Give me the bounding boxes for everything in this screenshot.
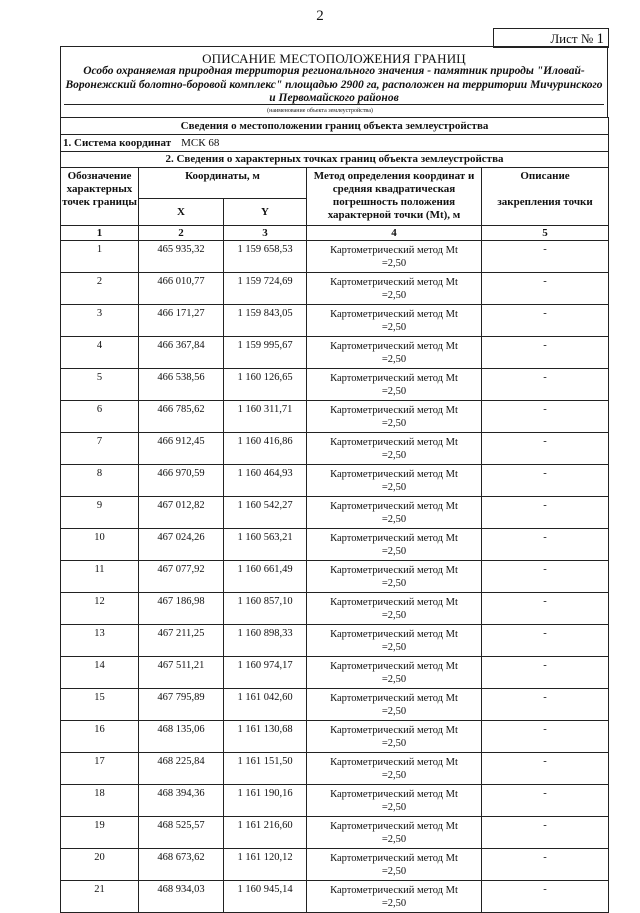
coordinate-system-value: МСК 68 [181,137,220,149]
table-row [61,561,609,593]
method-text: Картометрический метод Mt [330,693,458,704]
col-header-x: X [139,199,224,226]
col-header-description-bottom: закрепления точки [497,196,593,208]
method-cell [307,849,482,881]
point-description: - [482,497,609,529]
point-description: - [482,337,609,369]
method-accuracy: =2,50 [381,770,407,781]
method-accuracy: =2,50 [381,834,407,845]
coordinate-y: 1 160 542,27 [224,497,307,529]
coordinate-y: 1 161 216,60 [224,817,307,849]
table-row [61,657,609,689]
method-text: Картометрический метод Mt [330,565,458,576]
point-designation: 21 [61,881,139,913]
method-accuracy: =2,50 [381,514,407,525]
method-text: Картометрический метод Mt [330,469,458,480]
col-header-coordinates: Координаты, м [139,168,307,199]
method-accuracy: =2,50 [381,674,407,685]
point-designation: 7 [61,433,139,465]
method-cell [307,401,482,433]
coordinate-y: 1 160 563,21 [224,529,307,561]
coordinate-x: 468 394,36 [139,785,224,817]
point-description: - [482,465,609,497]
method-cell [307,785,482,817]
col-number-4: 4 [307,226,482,241]
method-cell [307,465,482,497]
coordinate-system [61,135,609,152]
coordinate-x: 467 795,89 [139,689,224,721]
method-text: Картометрический метод Mt [330,309,458,320]
point-designation: 10 [61,529,139,561]
coordinate-y: 1 160 661,49 [224,561,307,593]
coordinate-x: 467 077,92 [139,561,224,593]
coordinate-system-label: 1. Система координат [63,137,172,149]
point-description: - [482,401,609,433]
method-text: Картометрический метод Mt [330,853,458,864]
method-accuracy: =2,50 [381,610,407,621]
point-description: - [482,721,609,753]
coordinate-y: 1 159 843,05 [224,305,307,337]
col-header-description [482,168,609,226]
method-cell [307,433,482,465]
point-designation: 18 [61,785,139,817]
table-row [61,305,609,337]
col-number-2: 2 [139,226,224,241]
point-description: - [482,817,609,849]
coordinate-y: 1 160 464,93 [224,465,307,497]
coordinate-x: 468 673,62 [139,849,224,881]
table-row [61,529,609,561]
point-designation: 13 [61,625,139,657]
point-description: - [482,529,609,561]
coordinate-x: 468 934,03 [139,881,224,913]
coordinate-y: 1 161 042,60 [224,689,307,721]
coordinate-y: 1 160 126,65 [224,369,307,401]
method-accuracy: =2,50 [381,482,407,493]
object-name-caption: (наименование объекта землеустройства) [267,108,373,114]
method-accuracy: =2,50 [381,738,407,749]
table-row [61,785,609,817]
point-designation: 15 [61,689,139,721]
method-accuracy: =2,50 [381,642,407,653]
table-row [61,689,609,721]
method-text: Картометрический метод Mt [330,373,458,384]
method-cell [307,657,482,689]
method-text: Картометрический метод Mt [330,341,458,352]
name-underline [64,104,604,105]
coordinate-x: 467 511,21 [139,657,224,689]
col-header-method: Метод определения координат и средняя квадратическая погрешность положения характерной точки (Mt), м [307,168,482,226]
method-cell [307,689,482,721]
col-number-1: 1 [61,226,139,241]
table-body [61,241,609,913]
method-accuracy: =2,50 [381,386,407,397]
section-title: Сведения о местоположении границ объекта землеустройства [61,118,609,135]
method-cell [307,529,482,561]
method-text: Картометрический метод Mt [330,757,458,768]
method-cell [307,753,482,785]
method-text: Картометрический метод Mt [330,533,458,544]
table-row [61,817,609,849]
table-row [61,241,609,273]
col-header-description-top: Описание [520,170,570,182]
coordinate-x: 466 785,62 [139,401,224,433]
point-designation: 1 [61,241,139,273]
point-description: - [482,849,609,881]
col-header-designation: Обозначение характерных точек границы [61,168,139,226]
method-accuracy: =2,50 [381,450,407,461]
method-cell [307,817,482,849]
sheet-label: Лист № [550,31,594,46]
method-text: Картометрический метод Mt [330,885,458,896]
point-designation: 3 [61,305,139,337]
sheet-box [493,28,609,48]
method-cell [307,273,482,305]
table-row [61,465,609,497]
point-description: - [482,369,609,401]
method-accuracy: =2,50 [381,898,407,909]
method-cell [307,497,482,529]
method-accuracy: =2,50 [381,866,407,877]
coordinate-y: 1 160 857,10 [224,593,307,625]
method-accuracy: =2,50 [381,578,407,589]
coordinate-x: 466 367,84 [139,337,224,369]
table-row [61,849,609,881]
point-designation: 16 [61,721,139,753]
points-section-title: 2. Сведения о характерных точках границ объекта землеустройства [61,152,609,168]
col-header-y: Y [224,199,307,226]
point-description: - [482,625,609,657]
method-cell [307,337,482,369]
coordinate-y: 1 161 120,12 [224,849,307,881]
coordinate-x: 468 135,06 [139,721,224,753]
coordinate-x: 466 912,45 [139,433,224,465]
point-description: - [482,753,609,785]
method-cell [307,305,482,337]
boundary-points-table [60,117,609,913]
coordinate-x: 466 970,59 [139,465,224,497]
point-description: - [482,785,609,817]
coordinate-y: 1 160 974,17 [224,657,307,689]
page-number: 2 [316,8,324,24]
table-row [61,433,609,465]
method-text: Картометрический метод Mt [330,277,458,288]
coordinate-x: 465 935,32 [139,241,224,273]
point-designation: 4 [61,337,139,369]
coordinate-x: 466 538,56 [139,369,224,401]
method-accuracy: =2,50 [381,258,407,269]
point-description: - [482,305,609,337]
table-row [61,593,609,625]
coordinate-y: 1 160 945,14 [224,881,307,913]
point-designation: 5 [61,369,139,401]
method-text: Картометрический метод Mt [330,501,458,512]
coordinate-x: 467 211,25 [139,625,224,657]
sheet-number: 1 [596,31,604,47]
point-description: - [482,241,609,273]
method-cell [307,625,482,657]
method-text: Картометрический метод Mt [330,661,458,672]
point-designation: 12 [61,593,139,625]
document-header [60,46,608,117]
method-cell [307,561,482,593]
table-row [61,273,609,305]
col-number-5: 5 [482,226,609,241]
table-row [61,401,609,433]
method-text: Картометрический метод Mt [330,821,458,832]
method-cell [307,593,482,625]
object-name: Особо охраняемая природная территория регионального значения - памятник природы "Иловай-Воронежский болотно-боровой комплекс" площадью 2900 га, расположен на территории Мичуринского и Первомайского районов [65,65,603,104]
coordinate-x: 468 225,84 [139,753,224,785]
coordinate-y: 1 161 151,50 [224,753,307,785]
coordinate-y: 1 159 658,53 [224,241,307,273]
method-accuracy: =2,50 [381,322,407,333]
point-description: - [482,593,609,625]
coordinate-x: 467 186,98 [139,593,224,625]
method-accuracy: =2,50 [381,418,407,429]
point-description: - [482,657,609,689]
point-designation: 8 [61,465,139,497]
coordinate-x: 467 024,26 [139,529,224,561]
point-description: - [482,433,609,465]
method-text: Картометрический метод Mt [330,725,458,736]
coordinate-y: 1 161 190,16 [224,785,307,817]
method-text: Картометрический метод Mt [330,245,458,256]
point-designation: 19 [61,817,139,849]
coordinate-x: 468 525,57 [139,817,224,849]
coordinate-y: 1 159 724,69 [224,273,307,305]
coordinate-y: 1 159 995,67 [224,337,307,369]
method-accuracy: =2,50 [381,354,407,365]
point-description: - [482,689,609,721]
coordinate-x: 466 171,27 [139,305,224,337]
table-row [61,369,609,401]
coordinate-x: 467 012,82 [139,497,224,529]
point-description: - [482,881,609,913]
point-description: - [482,561,609,593]
point-designation: 11 [61,561,139,593]
method-cell [307,881,482,913]
coordinate-x: 466 010,77 [139,273,224,305]
table-row [61,753,609,785]
method-cell [307,241,482,273]
table-row [61,497,609,529]
point-designation: 14 [61,657,139,689]
method-accuracy: =2,50 [381,802,407,813]
method-cell [307,369,482,401]
method-accuracy: =2,50 [381,546,407,557]
point-description: - [482,273,609,305]
method-text: Картометрический метод Mt [330,597,458,608]
point-designation: 20 [61,849,139,881]
coordinate-y: 1 160 898,33 [224,625,307,657]
coordinate-y: 1 161 130,68 [224,721,307,753]
method-text: Картометрический метод Mt [330,629,458,640]
method-accuracy: =2,50 [381,290,407,301]
coordinate-y: 1 160 416,86 [224,433,307,465]
table-row [61,337,609,369]
method-text: Картометрический метод Mt [330,789,458,800]
table-row [61,881,609,913]
point-designation: 9 [61,497,139,529]
method-cell [307,721,482,753]
coordinate-y: 1 160 311,71 [224,401,307,433]
point-designation: 6 [61,401,139,433]
table-row [61,721,609,753]
method-text: Картометрический метод Mt [330,437,458,448]
document-title: ОПИСАНИЕ МЕСТОПОЛОЖЕНИЯ ГРАНИЦ [202,51,466,66]
point-designation: 2 [61,273,139,305]
point-designation: 17 [61,753,139,785]
col-number-3: 3 [224,226,307,241]
table-row [61,625,609,657]
method-text: Картометрический метод Mt [330,405,458,416]
method-accuracy: =2,50 [381,706,407,717]
